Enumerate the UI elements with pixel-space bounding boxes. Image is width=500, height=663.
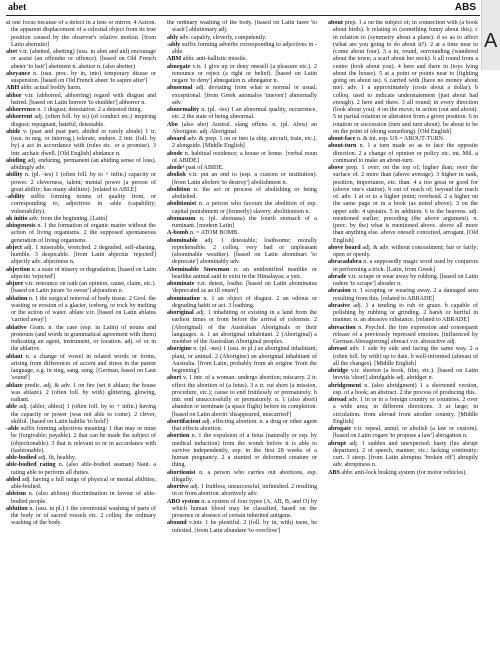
entry-headword: aboard [167,136,186,142]
entry-definition: n. (also ablism) discrimination in favour of able-bodied people. [11,491,156,505]
dictionary-entry [167,267,317,282]
dictionary-entry [167,433,317,469]
dictionary-entry [328,397,478,426]
entry-definition: adj. & adv. without concealment; fair or fairly; open or openly. [333,244,478,258]
dictionary-entry [6,223,156,245]
entry-headword: abrasion [328,288,351,295]
entry-headword: abortifacient [167,418,201,425]
dictionary-entry [328,303,478,325]
entry-definition: n. a state of misery or degradation. [based on Latin abjectio 'rejected'] [11,266,156,280]
entry-definition: predic. adj. & adv. 1 on fire (set it ablaze; the house was ablaze). 2 (often foll. by with) glittering, glowing, radiant. [11,382,156,403]
entry-headword: abhorrent [6,114,33,121]
dictionary-entry [6,462,156,477]
dictionary-entry [167,136,317,151]
entry-definition: n. (pl. -nes) 1 (usu. in pl.) an aboriginal inhabitant, plant, or animal. 2 (Aborigine) an aboriginal inhabitant of Australia. [from Latin, probably from ab origine 'from the beginning'] [172,346,317,374]
dictionary-entry [6,20,156,49]
entry-definition: n. a system of four types (A, AB, B, and O) by which human blood may be classified, based on the presence or absence of certain inherited antigens. [172,498,317,519]
dictionary-entry [167,42,317,57]
entry-headword: abortion [167,433,190,440]
entry-headword: abrupt [328,440,346,447]
dictionary-entry [6,281,156,296]
header-rule [6,15,480,16]
dictionary-entry [6,158,156,173]
dictionary-entry [6,93,156,108]
entry-definition: prep. 1 a on the subject of; in connection with (a book about birds). b relating to (something funny about this). c in relation to (symmetry about a plane). d so as to affect (what are you going to do about it?). 2 at a time near to (come about four). 3 a in, round, surrounding (wandered about the town; a scarf about her neck). b all round from a centre (look about you). 4 here and there in (toys lying about the house). 5 at a point or points near to (fighting going on about us). 6 carried with (have no money about me). adv. 1 a approximately (costs about a dollar). b colloq. used to indicate understatement (just about had enough). 2 here and there. 3 all round; in every direction (look about you). 4 on the move; in action (out and about). 5 in partial rotation or alteration from a given position. 6 in rotation or succession (turn and turn about). be about to be on the point of (doing something). [Old English] [333,20,478,135]
entry-definition: suffix forming adjectives meaning: 1 that may or must be (forgivable; payable). 2 that can be made the subject of (objectionable). 3 that is relevant to or in accordance with (fashionable). [11,426,156,454]
entry-definition: n. a change of vowel in related words or forms, arising from differences of accent and stress in the parent language, e.g. in sing, sang, sung. [German, based on Laut 'sound'] [11,353,156,382]
entry-headword: aboriginal [167,310,194,316]
entry-definition: adj. 1 sudden and unexpected; hasty (his abrupt departure). 2 of speech, manner, etc.: lacking continuity; curt. 3 steep. [from Latin abruptus 'broken off'] abruptly adv. abruptness n. [333,440,478,469]
entry-definition: n. (usu. prec. by in, into) temporary disuse or suspension. [based on Old French abeer 'to aspire after'] [11,70,156,84]
entry-definition: n. 1 the surgical removal of body tissue. 2 Geol. the wasting or erosion of a glacier, iceberg, or rock by melting or the action of water. ablate v.tr. [based on Latin ablatus 'carried away'] [11,295,156,324]
dictionary-entry [328,143,478,165]
entry-definition: adj. 1 a tending to rub or graze. b capable of polishing by rubbing or grinding. 2 harsh or hurtful in manner. n. an abrasive substance. [related to ABRADE] [333,302,478,324]
dictionary-entry [6,477,156,492]
entry-definition: (also abo) Austral. slang offens. n. (pl. Abos) an Aborigine. adj. Aboriginal. [172,121,317,135]
entry-headword: Abominable Snowman [167,266,230,273]
entry-headword: abiogenesis [6,223,36,229]
entry-definition: the ordinary washing of the body. [based on Latin luere 'to wash'] ablutionary adj. [167,20,317,34]
entry-definition: n. an unidentified manlike or bearlike animal said to exist in the Himalayas; a yeti. [172,266,317,280]
entry-headword: -ability [6,194,25,200]
entry-definition: n. the act or process of abolishing or being abolished. [172,186,317,200]
entry-headword: abominable [167,237,198,244]
entry-definition: past of ABIDE. [185,165,224,171]
entry-definition: v.tr. put an end to (esp. a custom or institution). [from Latin abolere 'to destroy'] abolishment n. [172,172,317,186]
entry-definition: abbr. anti-ballistic missile. [182,56,248,63]
dictionary-entry [328,441,478,470]
entry-headword: abode [167,150,183,157]
dictionary-entry [6,426,156,455]
entry-headword: abortive [167,484,189,490]
dictionary-columns [6,20,480,656]
dictionary-entry [328,245,478,260]
entry-headword: above board [328,244,361,251]
entry-headword: abomasum [167,215,196,222]
dictionary-entry [167,310,317,346]
entry-definition: v.tr. renounce on oath (an opinion, cause, claim, etc.). [based on Latin jurare 'to swear'] abjuration n. [11,281,156,295]
entry-headword: abjection [6,266,31,273]
entry-headword: ablaze [6,382,23,389]
dictionary-entry [167,122,317,137]
entry-definition: adv. from the beginning. [Latin] [29,215,108,222]
entry-headword: abode² [167,165,185,171]
entry-headword: about [328,20,343,26]
entry-headword: abnormality [167,107,200,113]
entry-headword: abracadabra [328,259,362,266]
entry-definition: n. 1 scraping or wearing away. 2 a damaged area resulting from this. [related to ABRADE] [333,288,478,302]
entry-headword: aborigine [167,346,192,353]
dictionary-entry [328,346,478,368]
entry-definition: v.tr. 1 give up or deny oneself (a pleasure etc.). 2 renounce or reject (a right or belief). [based on Latin negare 'to deny'] abnegation n. abnegator n. [172,63,317,84]
dictionary-entry [328,368,478,383]
entry-headword: able [6,404,17,411]
dictionary-entry [6,325,156,354]
entry-definition: adj. 1 fruitless, unsuccessful, unfinished. 2 resulting in or from abortion. abortively adv. [172,484,317,498]
dictionary-entry [6,506,156,528]
entry-headword: abominate [167,281,195,287]
dictionary-entry [328,426,478,441]
entry-definition: adj. enduring, permanent (an abiding sense of loss). abidingly adv. [11,157,156,171]
entry-headword: Abo [167,121,178,128]
thumb-tab-letter: A [484,30,498,52]
entry-headword: abiding [6,157,26,164]
dictionary-entry [328,274,478,289]
entry-definition: n. (also abridgment) 1 a shortened version, esp. of a book; an abstract. 2 the process of producing this. [333,382,478,396]
entry-headword: A-bomb [167,230,189,237]
dictionary-entry [6,172,156,194]
entry-headword: abolitionist [167,201,197,208]
entry-headword: abnormal [167,85,193,92]
entry-definition: v.intr. 1 be plentiful. 2 (foll. by in, with) teem, be infested. [from Latin abundare 'to overflow'] [172,520,317,534]
dictionary-entry [6,491,156,506]
running-header [0,2,480,16]
entry-headword: abridgement [328,382,362,389]
dictionary-entry [167,470,317,485]
entry-definition: adj. effecting abortion. n. a drug or other agent that effects abortion. [172,418,317,432]
dictionary-entry [167,151,317,166]
dictionary-entry [167,230,317,237]
entry-headword: about-face [328,136,356,142]
entry-headword: ABM [167,56,182,63]
entry-headword: ablative [6,324,27,331]
dictionary-entry [167,64,317,86]
entry-definition: abbr. actual bodily harm. [20,85,82,92]
entry-definition: adv. 1 side by side and facing the same way. 2 a (often foll. by with) up to date. b well-informed (abreast of all the changes). [Middle English] [333,346,478,367]
entry-headword: abhorrence [6,107,36,113]
entry-headword: ablaut [6,353,23,360]
dictionary-entry [6,49,156,71]
entry-definition: n. 1 the expulsion of a fetus (naturally or esp. by medical induction) from the womb before it is able to survive independently, esp. in the first 28 weeks of a human pregnancy. 2 a stunted or deformed creature or thing. [172,433,317,469]
dictionary-entry [6,296,156,325]
entry-definition: v.tr. scrape or wear away by rubbing. [based on Latin radere 'to scrape'] abrader n. [333,273,478,287]
dictionary-entry [167,35,317,42]
dictionary-entry [6,194,156,216]
entry-definition: n. = ATOM BOMB. [189,230,239,237]
entry-headword: ABS [328,469,340,476]
entry-definition: Gram. n. the case (esp. in Latin) of nouns and pronouns (and words in grammatical agreement with them) indicating an agent, instrument, or location. adj. of or in the ablative. [11,324,156,353]
column-1 [6,20,156,656]
dictionary-entry [328,165,478,245]
dictionary-entry [328,288,478,303]
entry-headword: ablution [6,505,28,512]
entry-headword: abortionist [167,469,196,476]
entry-headword: about-turn [328,143,357,150]
entry-definition: n. (pl. -ies) 1 (often foll. by to + infin.) capacity or power. 2 cleverness, talent; mental power (a person of great ability; has many abilities). [related to ABLE] [11,172,156,193]
entry-definition: v.tr. (abhorred, abhorring) regard with disgust and hatred. [based on Latin horrere 'to shudder'] abhorrer n. [11,92,156,106]
dictionary-entry [6,267,156,282]
dictionary-entry [6,85,156,92]
entry-headword: ably [167,34,179,41]
entry-definition: at one focus because of a defect in a lens or mirror. 4 Astron. the apparent displacement of a celestial object from its true position caused by the observer's relative motion. [from Latin aberratio] [6,20,156,48]
entry-headword: abjure [6,281,24,287]
entry-headword: able-bodied rating [6,462,56,469]
dictionary-entry [167,281,317,296]
entry-headword: abreast [328,346,348,353]
entry-definition: n. a person who favours the abolition of esp. capital punishment or (formerly) slavery. abolitionism n. [172,201,317,215]
dictionary-entry [6,383,156,405]
entry-headword: ableism [6,491,26,498]
entry-definition: n. a person who carries out abortions, esp. illegally. [172,469,317,483]
entry-headword: abound [167,520,187,527]
entry-headword: abort [167,375,182,382]
entry-definition: n. Psychol. the free expression and consequent release of a previously repressed emotion. [influenced by German Abreagierung] abreact v.tr. abreactive adj. [333,324,478,345]
entry-definition: v.tr. shorten (a book, film, etc.). [based on Latin breviis 'short'] abridgable adj. abridger n. [333,368,478,382]
left-guide-word: abet [8,2,27,13]
entry-headword: abeyance [6,70,31,77]
entry-definition: adj. 1 miserable, wretched. 2 degraded, self-abasing, humble. 3 despicable. [from Latin abjectus 'rejected'] abjectly adv. abjectness n. [11,244,156,266]
entry-headword: above [328,165,344,171]
letter-thumb-tab [481,0,500,70]
entry-definition: suffix forming nouns of quality from, or corresponding to, adjectives in -able (capability; vulnerability). [11,194,156,215]
dictionary-entry [328,470,478,477]
entry-definition: prep. 1 over; on the top of; higher than; over the surface of. 2 more than (above average). 3 higher in rank, position, importance, etc. than. 4 a too great or good for (above one's station). b out of reach of; beyond the reach of. adv. 1 at or to a higher point; overhead. 2 a higher on the same page or in a book (as noted above). 3 on the upper side. 4 upstairs. 5 in addition. 6 to the heavens. adj. mentioned earlier; preceding (the above argument). n. (prec. by the) what is mentioned above. above all more than anything else. above oneself conceited, arrogant. [Old English] [333,165,478,244]
entry-definition: adv. capably, cleverly, competently. [179,34,267,41]
dictionary-entry [328,259,478,274]
entry-definition: adj. having a full range of physical or mental abilities; able-bodied. [11,476,156,490]
entry-definition: n. (pl. -ies) 1 an abnormal quality, occurrence, etc. 2 the state of being abnormal. [172,107,317,121]
entry-definition: adj. deviating from what is normal or usual; exceptional. [from Greek anomalos 'uneven'] abnormally adv. [172,85,317,106]
dictionary-entry [6,404,156,426]
entry-definition: n. 1 an object of disgust. 2 an odious or degrading habit or act. 3 loathing. [172,295,317,309]
entry-headword: abrasive [328,302,351,309]
entry-headword: abreaction [328,324,356,331]
entry-headword: ablation [6,295,28,302]
entry-headword: ab initio [6,215,28,222]
dictionary-entry [167,346,317,375]
dictionary-entry [328,325,478,347]
entry-definition: n. 1 a turn made so as to face the opposite direction. 2 a change of opinion or policy etc. int. Mil. a command to make an about-turn. [333,143,478,164]
entry-definition: n. (pl. abomasa) the fourth stomach of a ruminant. [modern Latin] [172,215,317,229]
entry-definition: v. (past and past part. abided or rarely abode) 1 tr. (usu. in neg. or interrog.) tolerate, endure. 2 intr. (foll. by by) a act in accordance with (rules etc. or a promise). 3 intr. archaic dwell. [Old English] abidance n. [11,128,156,157]
dictionary-entry [6,71,156,86]
entry-definition: adv. 1 in or to a foreign country or countries. 2 over a wide area; in different directions. 3 at large; in circulation. from abroad from another country. [Middle English] [333,397,478,425]
entry-headword: abled [6,476,21,483]
dictionary-entry [167,419,317,434]
entry-definition: v.tr. detest, loathe. [based on Latin abominatus 'deprecated as an ill omen'] [172,281,317,295]
dictionary-entry [167,56,317,63]
dictionary-entry [167,20,317,35]
entry-definition: n. 1 the formation of organic matter without the action of living organisms. 2 the supposed spontaneous generation of living organisms. [11,223,156,244]
entry-headword: abroad [328,397,347,403]
dictionary-entry [6,354,156,383]
entry-definition: n. habitual residence; a house or home. [verbal noun of ABIDE] [172,150,317,164]
entry-headword: abolition [167,186,191,193]
entry-definition: n. a supposedly magic word used by conjurors in performing a trick. [Latin, from Greek] [333,259,478,273]
entry-headword: ABH [6,85,20,92]
dictionary-entry [167,85,317,107]
entry-definition: n. & int. esp. US = ABOUT-TURN. [356,136,445,142]
entry-headword: abhor [6,92,22,99]
entry-headword: able-bodied [6,455,37,461]
dictionary-entry [167,201,317,216]
entry-definition: n. 1 disgust; detestation. 2 a detested thing. [37,107,143,113]
dictionary-entry [167,375,317,419]
entry-definition: abbr. anti-lock braking system (for motor vehicles). [341,469,467,476]
entry-headword: abrade [328,273,347,280]
entry-definition: suffix forming adverbs corresponding to adjectives in -able. [172,41,317,55]
entry-definition: adj. 1 detestable; loathsome; morally reprehensible. 2 colloq. very bad or unpleasant (abominable weather). [based on Latin abominari 'to deprecate'] abominably adv. [172,237,317,266]
dictionary-entry [167,484,317,499]
dictionary-entry [167,172,317,187]
dictionary-entry [6,245,156,267]
entry-headword: ability [6,172,23,179]
entry-headword: abomination [167,295,200,302]
dictionary-entry [167,499,317,521]
entry-headword: abridge [328,368,348,374]
dictionary-entry [167,296,317,311]
entry-headword: -ably [167,41,181,48]
entry-definition: v. 1 intr. of a woman: undergo abortion; miscarry. 2 tr. effect the abortion of (a fetus). 3 a tr. cut short (a mission, procedure, etc.); cause to end fruitlessly or prematurely. b intr. end unsuccessfully or prematurely. n. 1 (also abort) abandon or terminate (a space flight) before its completion. [based on Latin aboriri 'disappeared, miscarried'] [172,375,317,418]
entry-headword: ABO system [167,498,200,505]
entry-headword: -able [6,426,19,432]
entry-headword: abolish [167,172,186,179]
entry-headword: abrogate [328,426,351,432]
dictionary-entry [167,216,317,231]
dictionary-entry [167,187,317,202]
entry-definition: adj. (often foll. by to) (of conduct etc.) inspiring disgust; repugnant, hateful, detestable. [11,114,156,128]
entry-definition: adv. & prep. 1 on or into (a ship, aircraft, train, etc.). 2 alongside. [Middle English] [172,136,317,150]
column-3 [328,20,478,656]
dictionary-entry [6,216,156,223]
entry-definition: n. (usu. in pl.) 1 the ceremonial washing of parts of the body or of sacred vessels etc. 2 colloq. the ordinary washing of the body. [11,505,156,527]
entry-definition: v.tr. repeal, annul, or abolish (a law or custom). [based on Latin rogare 'to propose a law'] abrogation n. [333,426,478,440]
entry-headword: abnegate [167,63,191,70]
entry-headword: abide [6,128,21,135]
dictionary-entry [167,520,317,535]
dictionary-entry [167,238,317,267]
dictionary-entry [328,20,478,136]
entry-definition: n. (also able-bodied seaman) Naut. a rating able to perform all duties. [11,462,156,476]
entry-headword: abet [6,49,18,55]
right-guide-word: ABS [454,2,476,13]
entry-definition: v.tr. (abetted, abetting) (usu. in abet and aid) encourage or assist (an offender or offence). [based on Old French abeter 'to bait'] abetment n. abettor n. (also abetter) [11,49,156,70]
dictionary-entry [328,383,478,398]
entry-definition: adj. fit, healthy. [38,455,77,461]
entry-headword: abject [6,244,22,251]
dictionary-entry [6,114,156,129]
entry-definition: adj. (abler, ablest) 1 (often foll. by to + infin.) having the capacity or power (was not able to come). 2 clever, skilful. [based on Latin habilis 'to hold'] [11,404,156,425]
dictionary-entry [167,107,317,122]
column-2 [167,20,317,656]
entry-definition: adj. 1 inhabiting or existing in a land from the earliest times or from before the arrival of colonists. 2 (Aboriginal) of the Australian Aboriginals or their languages. n. 1 an aboriginal inhabitant. 2 (Aboriginal) a member of the Australian Aboriginal peoples. [172,310,317,345]
dictionary-entry [6,129,156,158]
